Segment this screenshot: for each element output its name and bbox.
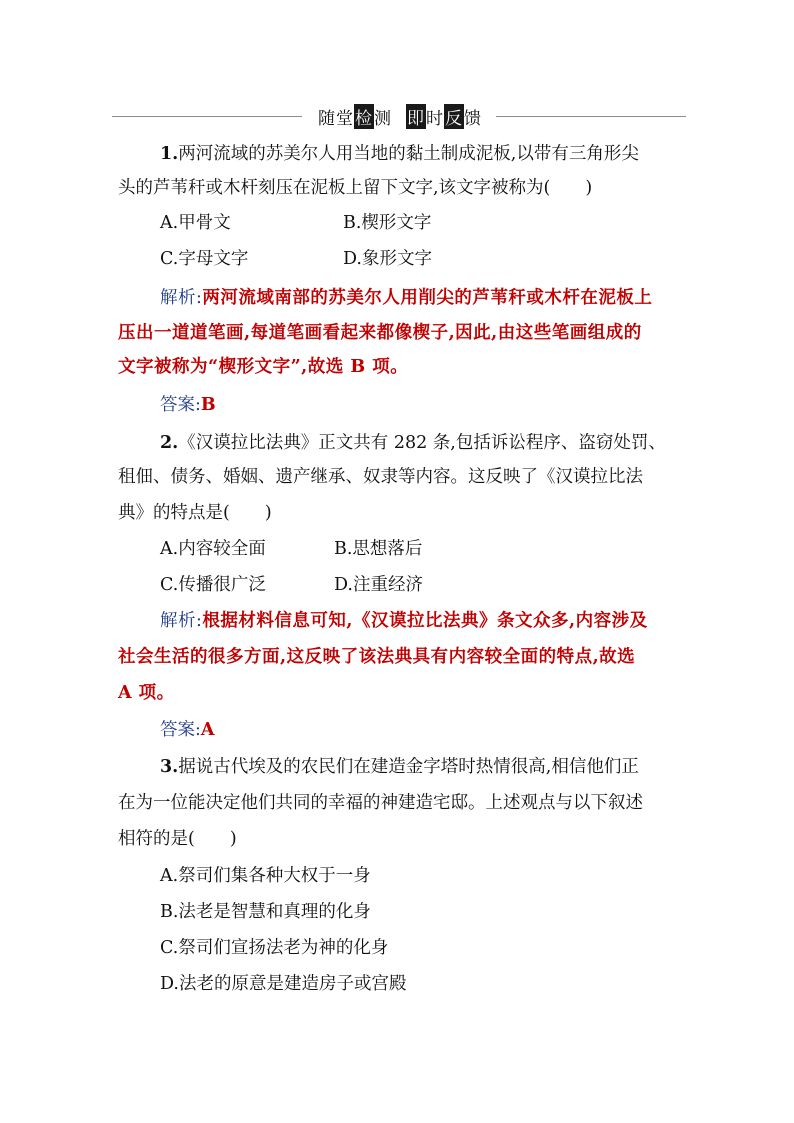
question-1-line-1 [160, 142, 639, 166]
option-a: A.祭司们集各种大权于一身 [160, 866, 371, 886]
banner-char: 馈 [464, 108, 482, 129]
answer-2 [160, 718, 214, 742]
question-number: 2. [160, 433, 179, 453]
question-3-line-3: 相符的是( ) [118, 829, 237, 849]
question-2-line-2: 租佃、债务、婚姻、遗产继承、奴隶等内容。这反映了《汉谟拉比法 [118, 467, 643, 487]
answer-label: 答案: [160, 720, 201, 740]
banner-char-highlight: 检 [354, 104, 374, 129]
question-number: 1. [160, 144, 179, 164]
question-2-line-3: 典》的特点是( ) [118, 503, 272, 523]
option-b: B.法老是智慧和真理的化身 [160, 902, 371, 922]
banner-title-part1 [318, 104, 392, 129]
question-1-line-2: 头的芦苇秆或木杆刻压在泥板上留下文字,该文字被称为( ) [118, 178, 593, 198]
banner-char: 时 [426, 108, 444, 129]
question-3-line-1 [160, 755, 639, 779]
explanation-1-line-2: 压出一道道笔画,每道笔画看起来都像楔子,因此,由这些笔画组成的 [118, 323, 642, 343]
option-c: C.祭司们宣扬法老为神的化身 [160, 938, 389, 958]
question-2-line-1 [160, 431, 666, 455]
explanation-2-line-1 [160, 609, 648, 633]
answer-1 [160, 393, 216, 417]
option-d: D.象形文字 [343, 249, 432, 269]
answer-value: B [200, 395, 216, 415]
option-d: D.注重经济 [334, 575, 423, 595]
answer-label: 答案: [160, 395, 201, 415]
banner-char: 堂 [336, 108, 354, 129]
option-a: A.内容较全面 [160, 539, 266, 559]
question-3-line-2: 在为一位能决定他们共同的幸福的神建造宅邸。上述观点与以下叙述 [118, 793, 643, 813]
banner-char: 随 [318, 108, 336, 129]
banner-title [310, 104, 490, 128]
explanation-2-line-2: 社会生活的很多方面,这反映了该法典具有内容较全面的特点,故选 [118, 647, 636, 667]
option-d: D.法老的原意是建造房子或宫殿 [160, 974, 407, 994]
option-c: C.传播很广泛 [160, 575, 266, 595]
banner-char-highlight: 反 [444, 104, 464, 129]
banner-rule-left [112, 116, 302, 117]
option-b: B.楔形文字 [343, 213, 432, 233]
explanation-label: 解析: [160, 611, 203, 631]
explanation-1-line-1 [160, 286, 652, 310]
explanation-2-line-3: A 项。 [118, 683, 175, 703]
explanation-text: 两河流域南部的苏美尔人用削尖的芦苇秆或木杆在泥板上 [202, 288, 653, 308]
question-stem-text: 两河流域的苏美尔人用当地的黏土制成泥板,以带有三角形尖 [178, 144, 639, 164]
answer-value: A [200, 720, 215, 740]
option-b: B.思想落后 [334, 539, 423, 559]
question-stem-text: 据说古代埃及的农民们在建造金字塔时热情很高,相信他们正 [178, 757, 639, 777]
question-stem-text: 《汉谟拉比法典》正文共有 282 条,包括诉讼程序、盗窃处罚、 [178, 433, 666, 453]
question-number: 3. [160, 757, 179, 777]
option-a: A.甲骨文 [160, 213, 231, 233]
section-banner [112, 104, 686, 128]
explanation-label: 解析: [160, 288, 203, 308]
explanation-text: 根据材料信息可知,《汉谟拉比法典》条文众多,内容涉及 [202, 611, 648, 631]
banner-title-part2 [406, 104, 482, 129]
explanation-1-line-3: 文字被称为“楔形文字”,故选 B 项。 [118, 357, 409, 377]
option-c: C.字母文字 [160, 249, 249, 269]
banner-char: 测 [374, 108, 392, 129]
banner-char-highlight: 即 [406, 104, 426, 129]
banner-rule-right [496, 116, 686, 117]
